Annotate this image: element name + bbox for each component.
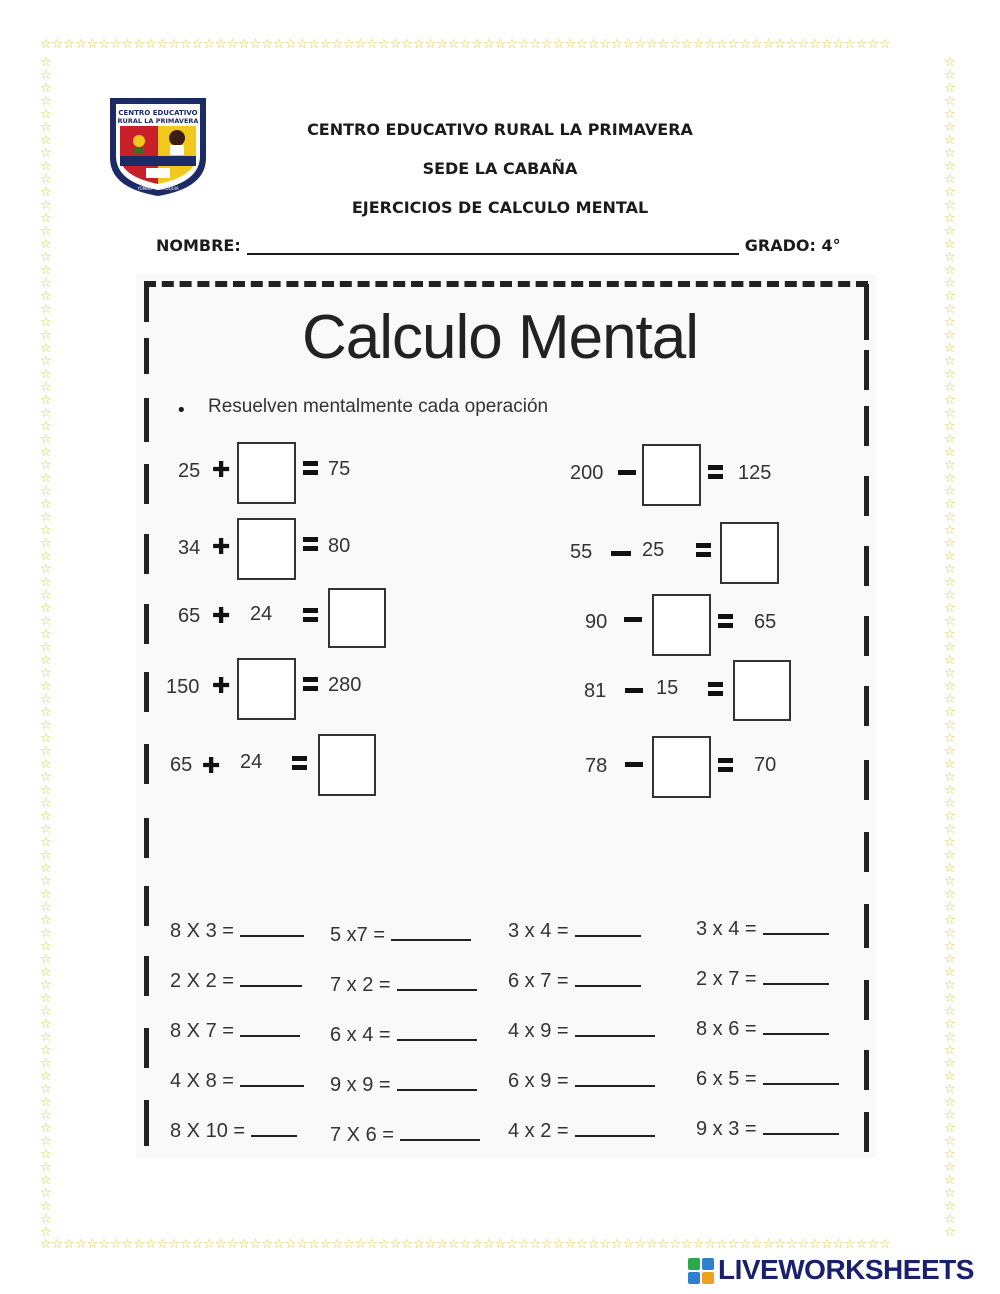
grade-label: GRADO: 4° xyxy=(744,236,841,255)
worksheet-title: Calculo Mental xyxy=(301,303,699,372)
mul-4-5 xyxy=(696,1118,839,1141)
answer-line[interactable] xyxy=(763,1069,839,1085)
minus-icon xyxy=(624,617,642,622)
add-5-a: 65 xyxy=(170,754,193,776)
dashed-border-right xyxy=(864,686,869,726)
sub-2-a: 55 xyxy=(570,541,593,563)
mul-1-3 xyxy=(170,1020,300,1043)
mul-3-4-label: 6 x 9 = xyxy=(508,1070,569,1092)
add-1-result: 75 xyxy=(328,458,351,480)
bullet-icon: • xyxy=(176,400,187,421)
dashed-border-right xyxy=(864,1050,869,1090)
answer-line[interactable] xyxy=(763,1119,839,1135)
school-name: CENTRO EDUCATIVO RURAL LA PRIMAVERA xyxy=(307,120,693,139)
mul-1-5 xyxy=(170,1120,297,1143)
mul-1-5-label: 8 X 10 = xyxy=(170,1120,246,1142)
mul-3-4 xyxy=(508,1070,655,1093)
mul-2-1 xyxy=(330,924,471,947)
mul-3-5 xyxy=(508,1120,655,1143)
dashed-border-right xyxy=(864,616,869,656)
answer-line[interactable] xyxy=(397,1075,477,1091)
mul-4-3 xyxy=(696,1018,829,1041)
sub-5-result: 70 xyxy=(754,754,777,776)
answer-line[interactable] xyxy=(763,969,829,985)
dashed-border-right xyxy=(864,476,869,516)
liveworksheets-brand[interactable]: LIVEWORKSHEETS xyxy=(718,1254,974,1285)
answer-line[interactable] xyxy=(391,925,471,941)
answer-line[interactable] xyxy=(240,921,304,937)
sub-1-a: 200 xyxy=(570,462,604,484)
add-3-b: 24 xyxy=(250,603,273,625)
mul-3-1 xyxy=(508,920,641,943)
school-crest-logo xyxy=(106,96,210,198)
answer-line[interactable] xyxy=(400,1125,480,1141)
add-1-a: 25 xyxy=(178,460,201,482)
subject-title: EJERCICIOS DE CALCULO MENTAL xyxy=(351,198,649,217)
sub-3-result: 65 xyxy=(754,611,777,633)
star-border-top: ☆☆☆☆☆☆☆☆☆☆☆☆☆☆☆☆☆☆☆☆☆☆☆☆☆☆☆☆☆☆☆☆☆☆☆☆☆☆☆☆☆☆☆☆☆☆☆☆☆☆☆☆☆☆☆☆☆☆☆☆☆☆☆☆☆☆☆☆☆☆☆☆☆ xyxy=(40,38,891,51)
mul-3-2-label: 6 x 7 = xyxy=(508,970,569,992)
dashed-border-left xyxy=(144,818,149,858)
answer-line[interactable] xyxy=(575,1021,655,1037)
add-4-result: 280 xyxy=(328,674,362,696)
star-border-left: ☆☆☆☆☆☆☆☆☆☆☆☆☆☆☆☆☆☆☆☆☆☆☆☆☆☆☆☆☆☆☆☆☆☆☆☆☆☆☆☆☆☆☆☆☆☆☆☆☆☆☆☆☆☆☆☆☆☆☆☆☆☆☆☆☆☆☆☆☆☆☆☆☆☆☆☆☆☆☆☆☆☆☆☆☆☆☆☆☆☆☆ xyxy=(40,56,52,1238)
dashed-border-right xyxy=(864,1112,869,1152)
equals-icon xyxy=(696,543,711,557)
add-2-result: 80 xyxy=(328,535,351,557)
mul-2-4 xyxy=(330,1074,477,1097)
instruction-text: Resuelven mentalmente cada operación xyxy=(208,396,549,417)
plus-icon: ✚ xyxy=(212,604,231,629)
mul-4-2-label: 2 x 7 = xyxy=(696,968,757,990)
mul-4-4-label: 6 x 5 = xyxy=(696,1068,757,1090)
dashed-border-right xyxy=(864,832,869,872)
sub-4-answer-box[interactable] xyxy=(733,660,791,721)
answer-line[interactable] xyxy=(575,1121,655,1137)
minus-icon xyxy=(611,551,631,556)
mul-4-4 xyxy=(696,1068,839,1091)
add-4-answer-box[interactable] xyxy=(237,658,296,720)
mul-4-3-label: 8 x 6 = xyxy=(696,1018,757,1040)
dashed-border-right xyxy=(864,760,869,800)
dashed-border-top xyxy=(144,281,868,287)
mul-4-1-label: 3 x 4 = xyxy=(696,918,757,940)
name-input-line[interactable] xyxy=(247,237,739,255)
mul-1-4 xyxy=(170,1070,304,1093)
dashed-border-left xyxy=(144,956,149,996)
plus-icon: ✚ xyxy=(212,535,231,560)
equals-icon xyxy=(708,682,723,696)
dashed-border-left xyxy=(144,886,149,926)
plus-icon: ✚ xyxy=(212,458,231,483)
dashed-border-left xyxy=(144,672,149,712)
mul-2-1-label: 5 x7 = xyxy=(330,924,386,946)
add-3-answer-box[interactable] xyxy=(328,588,386,648)
sub-4-a: 81 xyxy=(584,680,607,702)
plus-icon: ✚ xyxy=(202,754,221,779)
equals-icon xyxy=(303,537,318,551)
plus-icon: ✚ xyxy=(212,674,231,699)
equals-icon xyxy=(303,677,318,691)
mul-1-4-label: 4 X 8 = xyxy=(170,1070,234,1092)
crest-line2: RURAL LA PRIMAVERA xyxy=(117,117,199,125)
dashed-border-right xyxy=(864,980,869,1020)
star-border-right: ☆☆☆☆☆☆☆☆☆☆☆☆☆☆☆☆☆☆☆☆☆☆☆☆☆☆☆☆☆☆☆☆☆☆☆☆☆☆☆☆☆☆☆☆☆☆☆☆☆☆☆☆☆☆☆☆☆☆☆☆☆☆☆☆☆☆☆☆☆☆☆☆☆☆☆☆☆☆☆☆☆☆☆☆☆☆☆☆☆☆☆ xyxy=(944,56,956,1238)
name-grade-row xyxy=(156,236,841,255)
add-5-b: 24 xyxy=(240,751,263,773)
dashed-border-left xyxy=(144,604,149,644)
mul-1-1 xyxy=(170,920,304,943)
mul-3-3-label: 4 x 9 = xyxy=(508,1020,569,1042)
mul-2-3 xyxy=(330,1024,477,1047)
mul-1-2-label: 2 X 2 = xyxy=(170,970,234,992)
mul-3-3 xyxy=(508,1020,655,1043)
crest-footer: YOMBÓ - ANTIOQUIA xyxy=(137,186,179,191)
mul-3-5-label: 4 x 2 = xyxy=(508,1120,569,1142)
answer-line[interactable] xyxy=(240,1021,300,1037)
add-5-answer-box[interactable] xyxy=(318,734,376,796)
answer-line[interactable] xyxy=(397,975,477,991)
dashed-border-left xyxy=(144,398,149,442)
sub-5-answer-box[interactable] xyxy=(652,736,711,798)
mul-2-2-label: 7 x 2 = xyxy=(330,974,391,996)
sub-2-b: 25 xyxy=(642,539,665,561)
equals-icon xyxy=(303,461,318,475)
add-2-answer-box[interactable] xyxy=(237,518,296,580)
sub-3-a: 90 xyxy=(585,611,608,633)
mul-2-5-label: 7 X 6 = xyxy=(330,1124,394,1146)
dashed-border-left xyxy=(144,744,149,784)
mul-1-1-label: 8 X 3 = xyxy=(170,920,234,942)
sub-4-b: 15 xyxy=(656,677,679,699)
dashed-border-left xyxy=(144,1100,149,1146)
equals-icon xyxy=(718,614,733,628)
sub-3-answer-box[interactable] xyxy=(652,594,711,656)
answer-line[interactable] xyxy=(575,971,641,987)
answer-line[interactable] xyxy=(240,1071,304,1087)
mul-3-1-label: 3 x 4 = xyxy=(508,920,569,942)
name-label: NOMBRE: xyxy=(156,236,241,255)
answer-line[interactable] xyxy=(575,921,641,937)
dashed-border-right xyxy=(864,406,869,446)
dashed-border-left xyxy=(144,1028,149,1068)
mul-1-2 xyxy=(170,970,302,993)
answer-line[interactable] xyxy=(763,1019,829,1035)
mul-2-4-label: 9 x 9 = xyxy=(330,1074,391,1096)
answer-line[interactable] xyxy=(251,1121,297,1137)
mul-4-5-label: 9 x 3 = xyxy=(696,1118,757,1140)
mul-4-2 xyxy=(696,968,829,991)
answer-line[interactable] xyxy=(763,919,829,935)
dashed-border-right xyxy=(864,904,869,948)
add-4-a: 150 xyxy=(166,676,200,698)
answer-line[interactable] xyxy=(575,1071,655,1087)
add-3-a: 65 xyxy=(178,605,201,627)
equals-icon xyxy=(718,758,733,772)
answer-line[interactable] xyxy=(240,971,302,987)
answer-line[interactable] xyxy=(397,1025,477,1041)
add-2-a: 34 xyxy=(178,537,201,559)
star-border-bottom: ☆☆☆☆☆☆☆☆☆☆☆☆☆☆☆☆☆☆☆☆☆☆☆☆☆☆☆☆☆☆☆☆☆☆☆☆☆☆☆☆☆☆☆☆☆☆☆☆☆☆☆☆☆☆☆☆☆☆☆☆☆☆☆☆☆☆☆☆☆☆☆☆☆ xyxy=(40,1238,891,1251)
mul-2-3-label: 6 x 4 = xyxy=(330,1024,391,1046)
minus-icon xyxy=(625,688,643,693)
liveworksheets-logo-icon xyxy=(688,1258,714,1284)
mul-2-2 xyxy=(330,974,477,997)
minus-icon xyxy=(625,762,643,767)
mul-1-3-label: 8 X 7 = xyxy=(170,1020,234,1042)
add-1-answer-box[interactable] xyxy=(237,442,296,504)
equals-icon xyxy=(292,756,307,770)
mul-2-5 xyxy=(330,1124,480,1147)
equals-icon xyxy=(303,608,318,622)
equals-icon xyxy=(708,465,723,479)
sub-1-result: 125 xyxy=(738,462,772,484)
sub-2-answer-box[interactable] xyxy=(720,522,779,584)
dashed-border-left xyxy=(144,534,149,574)
sub-1-answer-box[interactable] xyxy=(642,444,701,506)
crest-line1: CENTRO EDUCATIVO xyxy=(118,109,198,117)
sub-5-a: 78 xyxy=(585,755,608,777)
dashed-border-right xyxy=(864,546,869,586)
site-name: SEDE LA CABAÑA xyxy=(422,159,578,178)
mul-4-1 xyxy=(696,918,829,941)
minus-icon xyxy=(618,470,636,475)
dashed-border-left xyxy=(144,464,149,504)
mul-3-2 xyxy=(508,970,641,993)
